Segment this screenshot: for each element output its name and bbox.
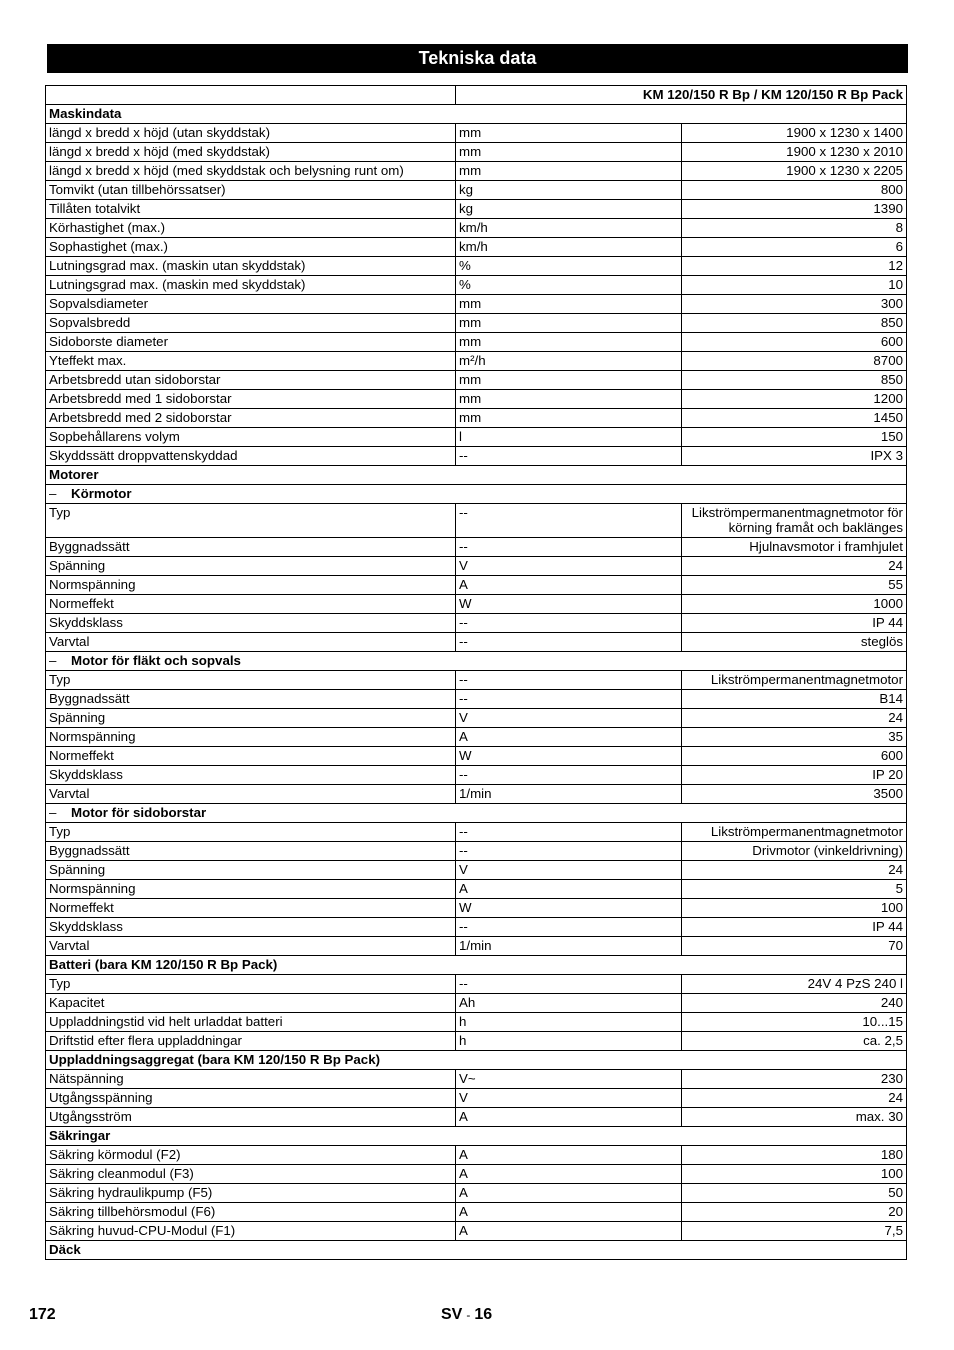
row-unit: mm bbox=[456, 409, 682, 428]
row-value: ca. 2,5 bbox=[681, 1032, 907, 1051]
section-title: Säkringar bbox=[49, 1128, 111, 1143]
row-name: Skyddsklass bbox=[46, 766, 456, 785]
table-row bbox=[46, 124, 907, 143]
section-row bbox=[46, 1241, 907, 1260]
table-row bbox=[46, 557, 907, 576]
row-value: 12 bbox=[681, 257, 907, 276]
table-row bbox=[46, 1203, 907, 1222]
row-unit: -- bbox=[456, 766, 682, 785]
footer-language: SV bbox=[441, 1306, 463, 1323]
section-title-cell bbox=[46, 804, 907, 823]
row-name: Sopbehållarens volym bbox=[46, 428, 456, 447]
table-row bbox=[46, 918, 907, 937]
row-value: 3500 bbox=[681, 785, 907, 804]
section-title: Motor för fläkt och sopvals bbox=[71, 653, 241, 668]
row-name: Spänning bbox=[46, 557, 456, 576]
table-row bbox=[46, 1089, 907, 1108]
row-value: B14 bbox=[681, 690, 907, 709]
row-unit: 1/min bbox=[456, 937, 682, 956]
table-row bbox=[46, 709, 907, 728]
row-name: Skyddssätt droppvattenskyddad bbox=[46, 447, 456, 466]
row-value: IPX 3 bbox=[681, 447, 907, 466]
row-value: 24 bbox=[681, 557, 907, 576]
table-row bbox=[46, 842, 907, 861]
row-unit: mm bbox=[456, 162, 682, 181]
row-value: 24V 4 PzS 240 l bbox=[681, 975, 907, 994]
table-row bbox=[46, 595, 907, 614]
footer-section-page: 16 bbox=[474, 1306, 493, 1323]
section-title: Däck bbox=[49, 1242, 81, 1257]
section-title: Körmotor bbox=[71, 486, 132, 501]
page-number: 172 bbox=[29, 1306, 56, 1323]
row-value: 1000 bbox=[681, 595, 907, 614]
row-value: 1900 x 1230 x 1400 bbox=[681, 124, 907, 143]
table-row bbox=[46, 690, 907, 709]
section-row bbox=[46, 466, 907, 485]
header-blank-cell bbox=[46, 86, 456, 105]
table-row bbox=[46, 994, 907, 1013]
row-value: 1450 bbox=[681, 409, 907, 428]
row-name: längd x bredd x höjd (med skyddstak och belysning runt om) bbox=[46, 162, 456, 181]
row-name: Varvtal bbox=[46, 633, 456, 652]
section-title: Batteri (bara KM 120/150 R Bp Pack) bbox=[49, 957, 278, 972]
row-unit: mm bbox=[456, 390, 682, 409]
row-value: Drivmotor (vinkeldrivning) bbox=[681, 842, 907, 861]
row-unit: V bbox=[456, 1089, 682, 1108]
row-unit: mm bbox=[456, 314, 682, 333]
row-name: Tomvikt (utan tillbehörssatser) bbox=[46, 181, 456, 200]
row-unit: % bbox=[456, 257, 682, 276]
row-name: Säkring tillbehörsmodul (F6) bbox=[46, 1203, 456, 1222]
table-row bbox=[46, 333, 907, 352]
row-name: Varvtal bbox=[46, 937, 456, 956]
table-row bbox=[46, 295, 907, 314]
row-name: Typ bbox=[46, 975, 456, 994]
row-value: 7,5 bbox=[681, 1222, 907, 1241]
model-header: KM 120/150 R Bp / KM 120/150 R Bp Pack bbox=[456, 86, 907, 105]
row-unit: A bbox=[456, 728, 682, 747]
section-title-cell bbox=[46, 466, 907, 485]
row-unit: A bbox=[456, 1184, 682, 1203]
row-name: Säkring cleanmodul (F3) bbox=[46, 1165, 456, 1184]
row-unit: km/h bbox=[456, 238, 682, 257]
row-name: Lutningsgrad max. (maskin med skyddstak) bbox=[46, 276, 456, 295]
row-unit: h bbox=[456, 1032, 682, 1051]
row-unit: A bbox=[456, 576, 682, 595]
row-unit: A bbox=[456, 1222, 682, 1241]
row-unit: -- bbox=[456, 538, 682, 557]
table-row bbox=[46, 1013, 907, 1032]
row-name: Byggnadssätt bbox=[46, 538, 456, 557]
row-name: Tillåten totalvikt bbox=[46, 200, 456, 219]
row-value: Likströmpermanentmagnetmotor bbox=[681, 823, 907, 842]
table-row bbox=[46, 1108, 907, 1127]
row-unit: W bbox=[456, 899, 682, 918]
row-value: 5 bbox=[681, 880, 907, 899]
row-value: 70 bbox=[681, 937, 907, 956]
row-value: 1900 x 1230 x 2010 bbox=[681, 143, 907, 162]
row-value: 600 bbox=[681, 747, 907, 766]
row-unit: -- bbox=[456, 823, 682, 842]
table-row bbox=[46, 1070, 907, 1089]
row-value: 8 bbox=[681, 219, 907, 238]
row-unit: -- bbox=[456, 842, 682, 861]
table-row bbox=[46, 238, 907, 257]
row-unit: V bbox=[456, 557, 682, 576]
table-row bbox=[46, 504, 907, 538]
footer-section-ref bbox=[441, 1306, 492, 1324]
table-row bbox=[46, 371, 907, 390]
row-name: Skyddsklass bbox=[46, 614, 456, 633]
row-name: Normeffekt bbox=[46, 595, 456, 614]
row-name: Utgångsström bbox=[46, 1108, 456, 1127]
row-unit: V bbox=[456, 861, 682, 880]
row-name: Normspänning bbox=[46, 880, 456, 899]
subsection-row bbox=[46, 485, 907, 504]
section-title-cell bbox=[46, 652, 907, 671]
row-name: Spänning bbox=[46, 709, 456, 728]
table-row bbox=[46, 576, 907, 595]
row-name: Arbetsbredd utan sidoborstar bbox=[46, 371, 456, 390]
row-value: 240 bbox=[681, 994, 907, 1013]
table-row bbox=[46, 880, 907, 899]
footer-separator: - bbox=[466, 1308, 471, 1322]
table-row bbox=[46, 200, 907, 219]
row-unit: A bbox=[456, 1203, 682, 1222]
row-name: Varvtal bbox=[46, 785, 456, 804]
row-value: 35 bbox=[681, 728, 907, 747]
subsection-row bbox=[46, 804, 907, 823]
row-value: 230 bbox=[681, 1070, 907, 1089]
table-row bbox=[46, 352, 907, 371]
row-value: 800 bbox=[681, 181, 907, 200]
table-row bbox=[46, 633, 907, 652]
row-value: 6 bbox=[681, 238, 907, 257]
row-value: 600 bbox=[681, 333, 907, 352]
row-unit: W bbox=[456, 747, 682, 766]
dash-bullet: – bbox=[49, 486, 57, 501]
table-row bbox=[46, 975, 907, 994]
table-row bbox=[46, 937, 907, 956]
row-value: max. 30 bbox=[681, 1108, 907, 1127]
row-unit: m²/h bbox=[456, 352, 682, 371]
table-row bbox=[46, 257, 907, 276]
row-unit: km/h bbox=[456, 219, 682, 238]
row-name: Skyddsklass bbox=[46, 918, 456, 937]
table-row bbox=[46, 861, 907, 880]
row-unit: V bbox=[456, 709, 682, 728]
table-row bbox=[46, 1165, 907, 1184]
row-unit: -- bbox=[456, 975, 682, 994]
row-unit: -- bbox=[456, 447, 682, 466]
table-row bbox=[46, 785, 907, 804]
row-name: Normspänning bbox=[46, 728, 456, 747]
row-unit: % bbox=[456, 276, 682, 295]
row-value: 300 bbox=[681, 295, 907, 314]
table-row bbox=[46, 614, 907, 633]
row-value: 24 bbox=[681, 1089, 907, 1108]
row-unit: -- bbox=[456, 918, 682, 937]
section-row bbox=[46, 956, 907, 975]
row-value: 10...15 bbox=[681, 1013, 907, 1032]
table-row bbox=[46, 747, 907, 766]
row-unit: A bbox=[456, 1146, 682, 1165]
row-unit: A bbox=[456, 1108, 682, 1127]
section-title-cell bbox=[46, 1241, 907, 1260]
row-name: längd x bredd x höjd (med skyddstak) bbox=[46, 143, 456, 162]
row-value: 150 bbox=[681, 428, 907, 447]
table-row bbox=[46, 823, 907, 842]
section-row bbox=[46, 1127, 907, 1146]
row-value: 10 bbox=[681, 276, 907, 295]
table-row bbox=[46, 1146, 907, 1165]
row-value: Likströmpermanentmagnetmotor för körning framåt och baklänges bbox=[681, 504, 907, 538]
row-name: Sopvalsbredd bbox=[46, 314, 456, 333]
row-unit: mm bbox=[456, 124, 682, 143]
row-name: Byggnadssätt bbox=[46, 842, 456, 861]
row-unit: mm bbox=[456, 143, 682, 162]
row-value: 100 bbox=[681, 899, 907, 918]
row-unit: W bbox=[456, 595, 682, 614]
row-unit: 1/min bbox=[456, 785, 682, 804]
row-unit: -- bbox=[456, 671, 682, 690]
section-row bbox=[46, 105, 907, 124]
row-value: 20 bbox=[681, 1203, 907, 1222]
section-title-cell bbox=[46, 1127, 907, 1146]
table-row bbox=[46, 538, 907, 557]
row-value: 1900 x 1230 x 2205 bbox=[681, 162, 907, 181]
row-name: Normspänning bbox=[46, 576, 456, 595]
section-title: Motor för sidoborstar bbox=[71, 805, 207, 820]
row-name: Sopvalsdiameter bbox=[46, 295, 456, 314]
row-value: 100 bbox=[681, 1165, 907, 1184]
table-row bbox=[46, 1032, 907, 1051]
section-title-cell bbox=[46, 1051, 907, 1070]
row-name: Lutningsgrad max. (maskin utan skyddstak) bbox=[46, 257, 456, 276]
row-name: Säkring huvud-CPU-Modul (F1) bbox=[46, 1222, 456, 1241]
row-name: Uppladdningstid vid helt urladdat batteri bbox=[46, 1013, 456, 1032]
row-value: 850 bbox=[681, 314, 907, 333]
subsection-row bbox=[46, 652, 907, 671]
section-title-cell bbox=[46, 485, 907, 504]
table-row bbox=[46, 428, 907, 447]
table-row bbox=[46, 728, 907, 747]
section-title-cell bbox=[46, 105, 907, 124]
row-unit: Ah bbox=[456, 994, 682, 1013]
row-value: 850 bbox=[681, 371, 907, 390]
page-title: Tekniska data bbox=[47, 44, 908, 73]
row-name: Sophastighet (max.) bbox=[46, 238, 456, 257]
row-unit: A bbox=[456, 880, 682, 899]
row-unit: mm bbox=[456, 333, 682, 352]
row-unit: -- bbox=[456, 690, 682, 709]
row-value: 24 bbox=[681, 861, 907, 880]
section-title-cell bbox=[46, 956, 907, 975]
row-unit: h bbox=[456, 1013, 682, 1032]
row-unit: V~ bbox=[456, 1070, 682, 1089]
row-unit: mm bbox=[456, 295, 682, 314]
row-unit: A bbox=[456, 1165, 682, 1184]
row-value: 180 bbox=[681, 1146, 907, 1165]
row-name: Yteffekt max. bbox=[46, 352, 456, 371]
table-row bbox=[46, 219, 907, 238]
table-row bbox=[46, 1184, 907, 1203]
row-value: IP 44 bbox=[681, 614, 907, 633]
row-name: Arbetsbredd med 1 sidoborstar bbox=[46, 390, 456, 409]
row-name: Utgångsspänning bbox=[46, 1089, 456, 1108]
row-unit: -- bbox=[456, 614, 682, 633]
row-value: 1200 bbox=[681, 390, 907, 409]
table-row bbox=[46, 409, 907, 428]
section-title: Maskindata bbox=[49, 106, 122, 121]
row-name: Typ bbox=[46, 671, 456, 690]
dash-bullet: – bbox=[49, 653, 57, 668]
row-value: Hjulnavsmotor i framhjulet bbox=[681, 538, 907, 557]
table-row bbox=[46, 314, 907, 333]
row-name: Typ bbox=[46, 823, 456, 842]
row-value: 1390 bbox=[681, 200, 907, 219]
table-row bbox=[46, 766, 907, 785]
row-value: IP 44 bbox=[681, 918, 907, 937]
table-row bbox=[46, 899, 907, 918]
row-name: Körhastighet (max.) bbox=[46, 219, 456, 238]
row-unit: kg bbox=[456, 200, 682, 219]
table-row bbox=[46, 390, 907, 409]
table-row bbox=[46, 162, 907, 181]
table-row bbox=[46, 276, 907, 295]
row-name: Säkring hydraulikpump (F5) bbox=[46, 1184, 456, 1203]
section-title: Uppladdningsaggregat (bara KM 120/150 R Bp Pack) bbox=[49, 1052, 381, 1067]
row-unit: mm bbox=[456, 371, 682, 390]
row-value: 50 bbox=[681, 1184, 907, 1203]
table-row bbox=[46, 181, 907, 200]
table-row bbox=[46, 671, 907, 690]
row-value: steglös bbox=[681, 633, 907, 652]
row-name: längd x bredd x höjd (utan skyddstak) bbox=[46, 124, 456, 143]
row-unit: -- bbox=[456, 633, 682, 652]
table-row bbox=[46, 1222, 907, 1241]
table-row bbox=[46, 447, 907, 466]
row-name: Arbetsbredd med 2 sidoborstar bbox=[46, 409, 456, 428]
row-value: 24 bbox=[681, 709, 907, 728]
dash-bullet: – bbox=[49, 805, 57, 820]
row-unit: l bbox=[456, 428, 682, 447]
section-title: Motorer bbox=[49, 467, 99, 482]
row-name: Kapacitet bbox=[46, 994, 456, 1013]
row-unit: kg bbox=[456, 181, 682, 200]
row-value: 55 bbox=[681, 576, 907, 595]
row-value: Likströmpermanentmagnetmotor bbox=[681, 671, 907, 690]
row-name: Driftstid efter flera uppladdningar bbox=[46, 1032, 456, 1051]
row-name: Typ bbox=[46, 504, 456, 538]
row-name: Spänning bbox=[46, 861, 456, 880]
table-header-row bbox=[46, 86, 907, 105]
row-value: 8700 bbox=[681, 352, 907, 371]
row-name: Byggnadssätt bbox=[46, 690, 456, 709]
row-name: Sidoborste diameter bbox=[46, 333, 456, 352]
table-row bbox=[46, 143, 907, 162]
row-value: IP 20 bbox=[681, 766, 907, 785]
row-unit: -- bbox=[456, 504, 682, 538]
row-name: Normeffekt bbox=[46, 747, 456, 766]
tech-data-table bbox=[45, 85, 907, 1260]
section-row bbox=[46, 1051, 907, 1070]
row-name: Nätspänning bbox=[46, 1070, 456, 1089]
row-name: Säkring körmodul (F2) bbox=[46, 1146, 456, 1165]
row-name: Normeffekt bbox=[46, 899, 456, 918]
